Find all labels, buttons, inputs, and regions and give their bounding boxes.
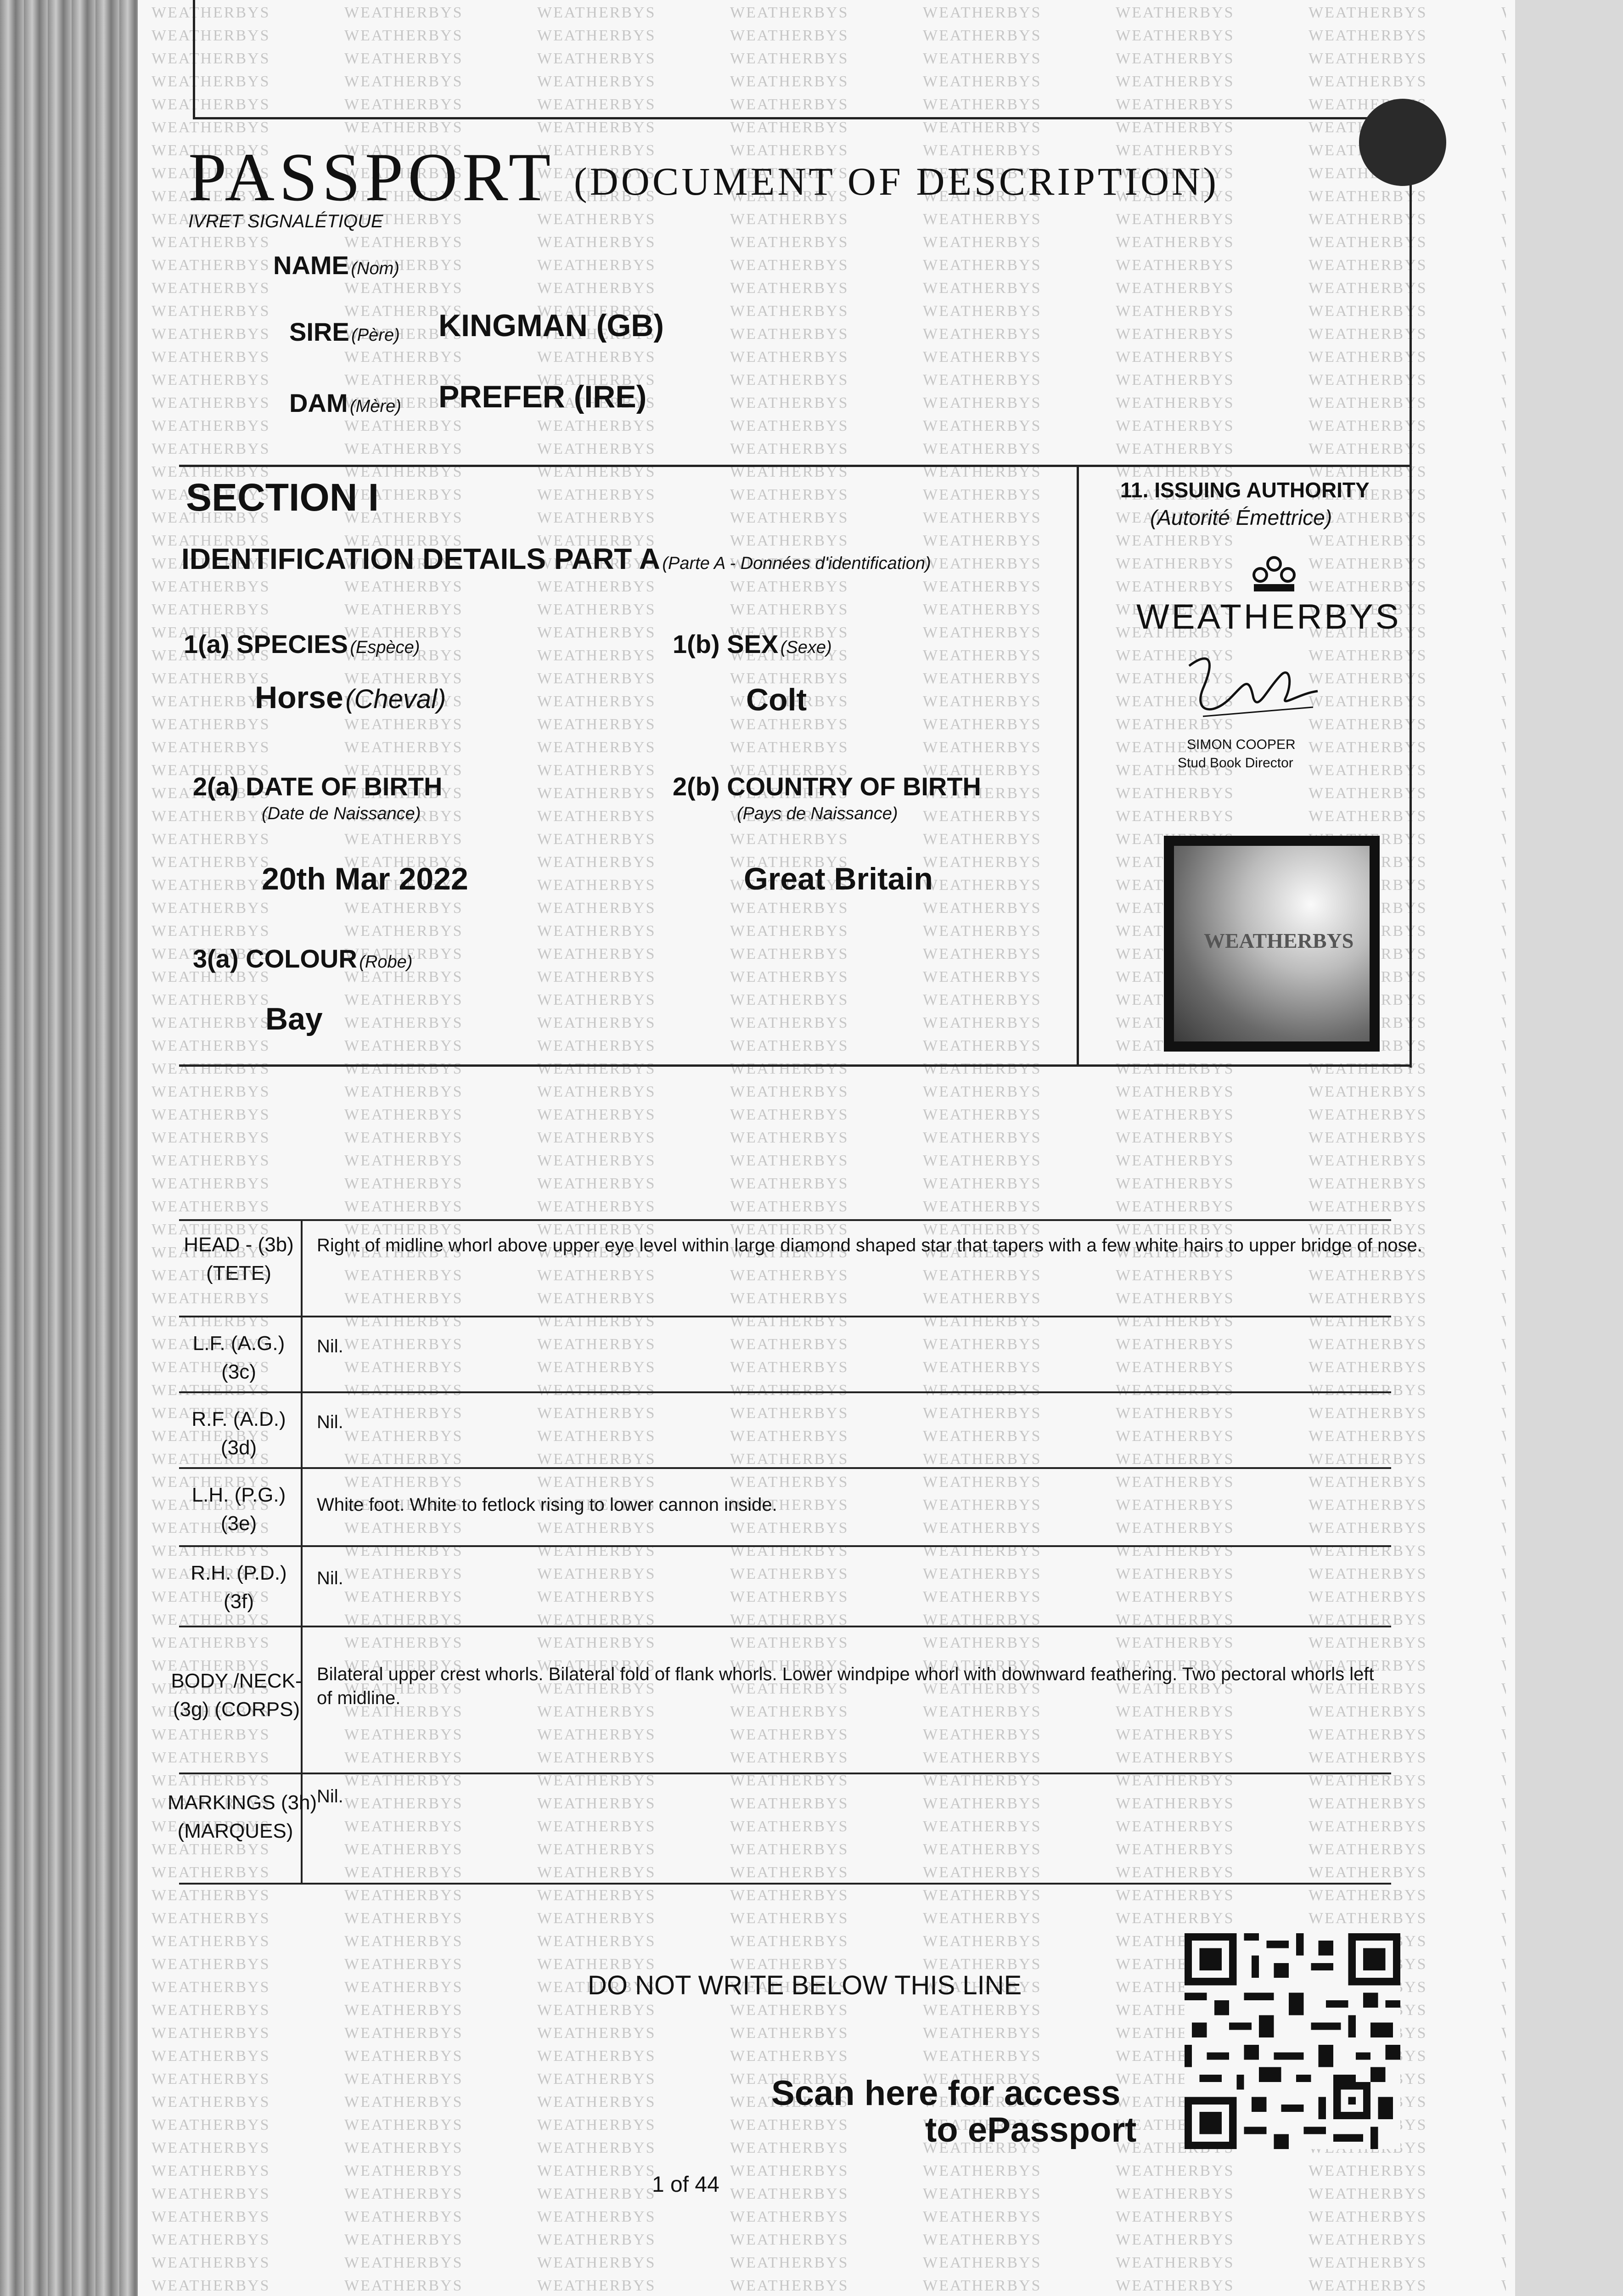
row-markings-label [168,1789,317,1846]
colour-value: Bay [265,1002,323,1036]
part-title-fr: (Parte A - Données d'identification) [662,554,931,573]
row-lf-label1: L.F. (A.G.) [192,1332,285,1355]
dob-label: 2(a) DATE OF BIRTH [193,772,443,801]
sire-value: KINGMAN (GB) [438,308,664,343]
row-lf-text: Nil. [317,1336,343,1356]
header-right-line [1410,117,1412,1068]
row-rf-label1: R.F. (A.D.) [191,1408,286,1430]
species-value [255,680,446,715]
row-rh-label1: R.H. (P.D.) [191,1562,287,1584]
seal-hologram [1174,846,1370,1041]
row-line-2 [179,1391,1391,1393]
row-line-0 [179,1219,1391,1221]
name-label-fr: (Nom) [351,259,399,278]
row-head-label1: HEAD - (3b) [184,1233,294,1256]
passport-subtitle: IVRET SIGNALÉTIQUE [188,211,383,231]
sire-label: SIRE [289,317,349,346]
passport-title: PASSPORT [188,139,556,215]
dob-label-fr: (Date de Naissance) [262,804,421,823]
row-lf-label [181,1329,296,1386]
row-body-label2: (3g) (CORPS) [173,1698,300,1721]
row-lh-label1: L.H. (P.G.) [191,1484,286,1506]
row-rf-label2: (3d) [220,1436,257,1459]
row-lh-label [181,1481,296,1538]
row-markings-label2: (MARQUES) [177,1820,293,1842]
row-body-text-content: Bilateral upper crest whorls. Bilateral fold of flank whorls. Lower windpipe whorl with downward feathering. Two pectoral whorls left of midline. [317,1664,1374,1708]
row-lh-label2: (3e) [220,1512,257,1535]
dob-field [193,771,442,824]
name-label: NAME [273,251,349,280]
authority-seal [1164,836,1380,1052]
row-rh-text: Nil. [317,1568,343,1588]
issuing-authority-label: 11. ISSUING AUTHORITY [1120,478,1370,502]
row-body-label [170,1667,303,1724]
row-markings-label1: MARKINGS (3h) [168,1791,317,1814]
authority-divider [1077,465,1079,1066]
punch-hole [1359,99,1446,186]
section-bottom-line [179,1064,1412,1067]
cob-label: 2(b) COUNTRY OF BIRTH [673,772,981,801]
passport-binding [0,0,152,2296]
row-line-5 [179,1626,1391,1627]
crown-logo-icon [1247,556,1302,599]
header-top-line [193,117,1414,119]
epassport-qr-code[interactable] [1185,1933,1400,2149]
species-field [184,629,420,659]
species-label-fr: (Espèce) [350,638,420,657]
scan-text-line2: to ePassport [925,2110,1137,2150]
passport-title-sub: (DOCUMENT OF DESCRIPTION) [574,159,1219,203]
species-label: 1(a) SPECIES [184,630,348,658]
cob-field [673,771,981,824]
sex-label-fr: (Sexe) [780,638,832,657]
row-line-7 [179,1883,1391,1885]
issuing-authority-fr: (Autorité Émettrice) [1150,506,1332,529]
sex-label: 1(b) SEX [673,630,779,658]
part-title [181,542,931,576]
dam-label-fr: (Mère) [349,397,401,416]
section-title: SECTION I [186,476,379,519]
row-lh-text: White foot. White to fetlock rising to lower cannon inside. [317,1495,777,1515]
left-frame-line [193,0,195,119]
species-value-text: Horse [255,680,343,715]
row-head-text: Right of midline whorl above upper eye level within large diamond shaped star that tapers with a few white hairs to upper bridge of nose. [317,1235,1423,1255]
page-number: 1 of 44 [652,2172,719,2197]
signatory-name: SIMON COOPER [1187,737,1296,752]
row-body-label1: BODY /NECK- [171,1670,302,1692]
colour-label: 3(a) COLOUR [193,944,357,973]
signature-icon [1175,647,1322,732]
row-line-4 [179,1545,1391,1547]
dam-value: PREFER (IRE) [438,379,647,414]
row-rh-label [181,1559,296,1616]
signatory-role: Stud Book Director [1178,755,1293,771]
colour-field [193,944,412,974]
species-value-fr: (Cheval) [345,684,446,714]
row-lf-label2: (3c) [221,1361,256,1383]
seal-text: WEATHERBYS [1204,929,1354,952]
sire-field [289,317,400,347]
row-body-text [317,1662,1387,1710]
scan-text-line1: Scan here for access [771,2074,1121,2113]
part-title-text: IDENTIFICATION DETAILS PART A [181,542,660,575]
markings-table-divider [301,1219,303,1883]
row-markings-text: Nil. [317,1786,343,1806]
section-top-line [179,465,1412,467]
row-line-3 [179,1467,1391,1469]
colour-label-fr: (Robe) [359,952,413,972]
row-rf-text: Nil. [317,1412,343,1432]
row-line-1 [179,1316,1391,1317]
cob-label-fr: (Pays de Naissance) [737,804,898,823]
authority-name: WEATHERBYS [1136,597,1401,636]
row-head-label2: (TETE) [206,1262,271,1284]
sire-label-fr: (Père) [351,326,400,345]
row-head-label [181,1231,296,1288]
do-not-write-notice: DO NOT WRITE BELOW THIS LINE [588,1970,1022,2000]
row-rh-label2: (3f) [224,1590,254,1613]
sex-field [673,629,832,659]
dob-value: 20th Mar 2022 [262,861,468,896]
row-rf-label [181,1405,296,1462]
sex-value: Colt [746,682,807,717]
dam-label: DAM [289,388,348,417]
row-line-6 [179,1773,1391,1774]
dam-field [289,388,401,418]
name-field [273,250,399,280]
cob-value: Great Britain [744,861,933,896]
